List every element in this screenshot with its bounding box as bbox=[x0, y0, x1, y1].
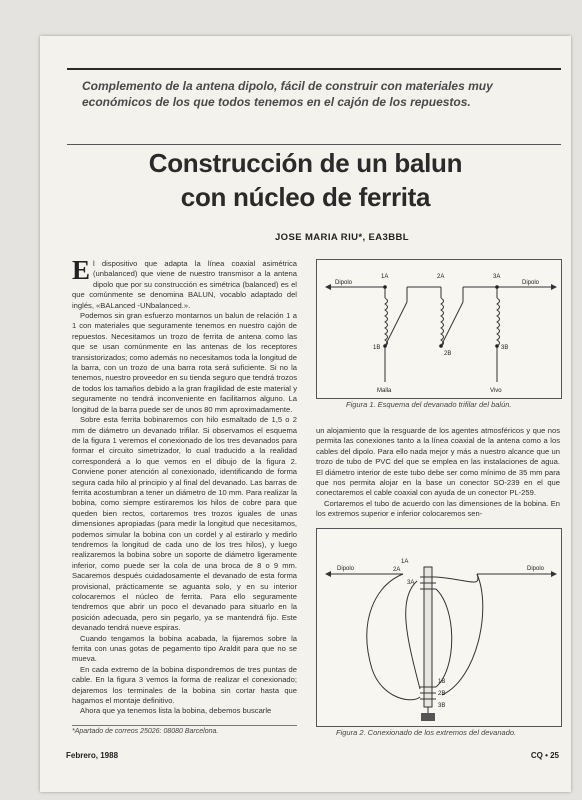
footer-page-number: CQ • 25 bbox=[530, 751, 559, 760]
arrow-left-icon bbox=[325, 284, 331, 290]
label-3a: 3A bbox=[407, 580, 415, 586]
paragraph: Podemos sin gran esfuerzo montarnos un balun de relación 1 a 1 con materiales que seguramente tenemos en nuestro cajón de repuestos. Necesitamos un trozo de ferrita de antena como las que se usan comúnmente en las antenas de los receptores transistorizados; como además no necesitamos toda la longitud de la barra, con un trozo de una barra rota será suficiente. Si no la tenemos, nuestro proveedor en su tienda seguro que tendrá trozos de todos los tamaños debido a la gran fragilidad de este material y seguramente no tendrá inconveniente en facilitarnos alguno. La longitud de la barra puede ser de unos 80 mm aproximadamente. bbox=[72, 311, 298, 414]
top-rule bbox=[67, 68, 561, 70]
figure-2-caption: Figura 2. Conexionado de los extremos del devanado. bbox=[336, 728, 517, 737]
article-title bbox=[70, 146, 541, 214]
title-line-1: Construcción de un balun bbox=[148, 148, 463, 178]
figure-1-schematic bbox=[316, 259, 562, 399]
label-dipolo-right: Dipolo bbox=[527, 566, 545, 572]
figure-2-drawing-box bbox=[316, 528, 562, 727]
magazine-page bbox=[40, 36, 571, 792]
label-vivo: Vivo bbox=[490, 388, 502, 394]
arrow-right-icon bbox=[551, 571, 557, 577]
label-3a: 3A bbox=[493, 274, 501, 280]
label-2a: 2A bbox=[437, 274, 445, 280]
footer-date: Febrero, 1988 bbox=[66, 751, 119, 760]
label-2b: 2B bbox=[444, 351, 452, 357]
drop-cap: E bbox=[72, 255, 91, 285]
intro-rule bbox=[67, 144, 561, 145]
title-line-2: con núcleo de ferrita bbox=[180, 182, 431, 212]
label-malla: Malla bbox=[377, 388, 392, 394]
figure-1-caption: Figura 1. Esquema del devanado trifilar del balún. bbox=[346, 400, 512, 409]
figure-1-drawing bbox=[317, 260, 561, 398]
intro-paragraph: Complemento de la antena dipolo, fácil de construir con materiales muy económicos de los que todos tenemos en el cajón de los repuestos. bbox=[82, 79, 493, 109]
connector-icon bbox=[421, 713, 435, 721]
arrow-left-icon bbox=[325, 571, 331, 577]
paragraph: Sobre esta ferrita bobinaremos con hilo esmaltado de 1,5 o 2 mm de diámetro un devanado trifilar. Si observamos el esquema de la figura 1 veremos el conexionado de los tres devanados para formar el circuito simetrizador, lo cual traducido a la realidad corresponderá a lo que vemos en el dibujo de la figura 2. Conviene poner atención al conexionado, identificando de forma segura cada hilo al principio y al final del devanado. Las barras de ferrita acostumbran a tener un diámetro de 10 mm. Para realizar la bobina, como siempre estiraremos los hilos de cobre para que queden bien rectos, cortaremos tres trozos iguales de unas dimensiones apropiadas (para medir la longitud que necesitamos, podemos simular la bobina con un cordel y al estirarlo y medirlo tendremos la longitud de cada uno de los tres hilos), y luego realizaremos la bobina sobre un soporte de diámetro ligeramente inferior, como puede ser la cola de una broca de 8 o 9 mm. Sacaremos después cuidadosamente el devanado de esta forma provisional, prácticamente se aguanta solo, y en su interior colocaremos el núcleo de ferrita. Para ello seguramente tendremos que abrir un poco el devanado para situarlo en la posición adecuada, pero sin pegarlo, ya se mantendrá fijo. Este devanado tendrá nueve espiras. bbox=[72, 415, 297, 633]
arrow-right-icon bbox=[551, 284, 557, 290]
label-2b: 2B bbox=[438, 691, 446, 697]
label-1a: 1A bbox=[401, 559, 409, 565]
paragraph: Cuando tengamos la bobina acabada, la fijaremos sobre la ferrita con unas gotas de pegamento tipo Araldit para que no se mueva. bbox=[72, 633, 297, 664]
footnote: *Apartado de correos 25026: 08080 Barcelona. bbox=[72, 725, 297, 735]
figure-2-drawing bbox=[317, 529, 561, 726]
label-1b: 1B bbox=[438, 679, 446, 685]
paragraph: Cortaremos el tubo de acuerdo con las dimensiones de la bobina. En los extremos superior e inferior colocaremos sen- bbox=[316, 498, 560, 519]
paragraph: un alojamiento que la resguarde de los agentes atmosféricos y que nos permita las conexiones tanto a la línea coaxial de la antena como a los cables del dipolo. Para ello nada mejor y más a nuestro alcance que un trozo de tubo de PVC del que se emplea en las instalaciones de agua. El diámetro interior de este tubo debe ser como mínimo de 35 mm para que nos permita alojar en la base un conector SO-239 en el que conectaremos el cable coaxial con ayuda de un conector PL-259. bbox=[316, 426, 560, 498]
label-dipolo-left: Dipolo bbox=[337, 566, 355, 572]
label-2a: 2A bbox=[393, 567, 401, 573]
paragraph: Ahora que ya tenemos lista la bobina, debemos buscarle bbox=[80, 706, 272, 716]
paragraph: El dispositivo que adapta la línea coaxial asimétrica (unbalanced) que viene de nuestro transmisor a la antena dipolo que por su construcción es simétrica (balanced) es el que comúnmente se denomina BALUN, vocablo adaptado del inglés, «BALanced -UNbalanced.». bbox=[72, 255, 297, 310]
author-byline: JOSE MARIA RIU*, EA3BBL bbox=[275, 232, 409, 243]
label-1b: 1B bbox=[373, 345, 381, 351]
label-dipolo-right: Dipolo bbox=[522, 280, 540, 286]
paragraph: En cada extremo de la bobina dispondremos de tres puntas de cable. En la figura 3 vemos la forma de realizar el conexionado; dejaremos los terminales de la bobina sin cortar hasta que hagamos el montaje definitivo. bbox=[72, 664, 297, 706]
label-1a: 1A bbox=[381, 274, 389, 280]
label-dipolo-left: Dipolo bbox=[335, 280, 353, 286]
label-3b: 3B bbox=[438, 703, 446, 709]
label-3b: 3B bbox=[501, 345, 509, 351]
column-left bbox=[72, 255, 298, 717]
column-right bbox=[316, 426, 560, 520]
